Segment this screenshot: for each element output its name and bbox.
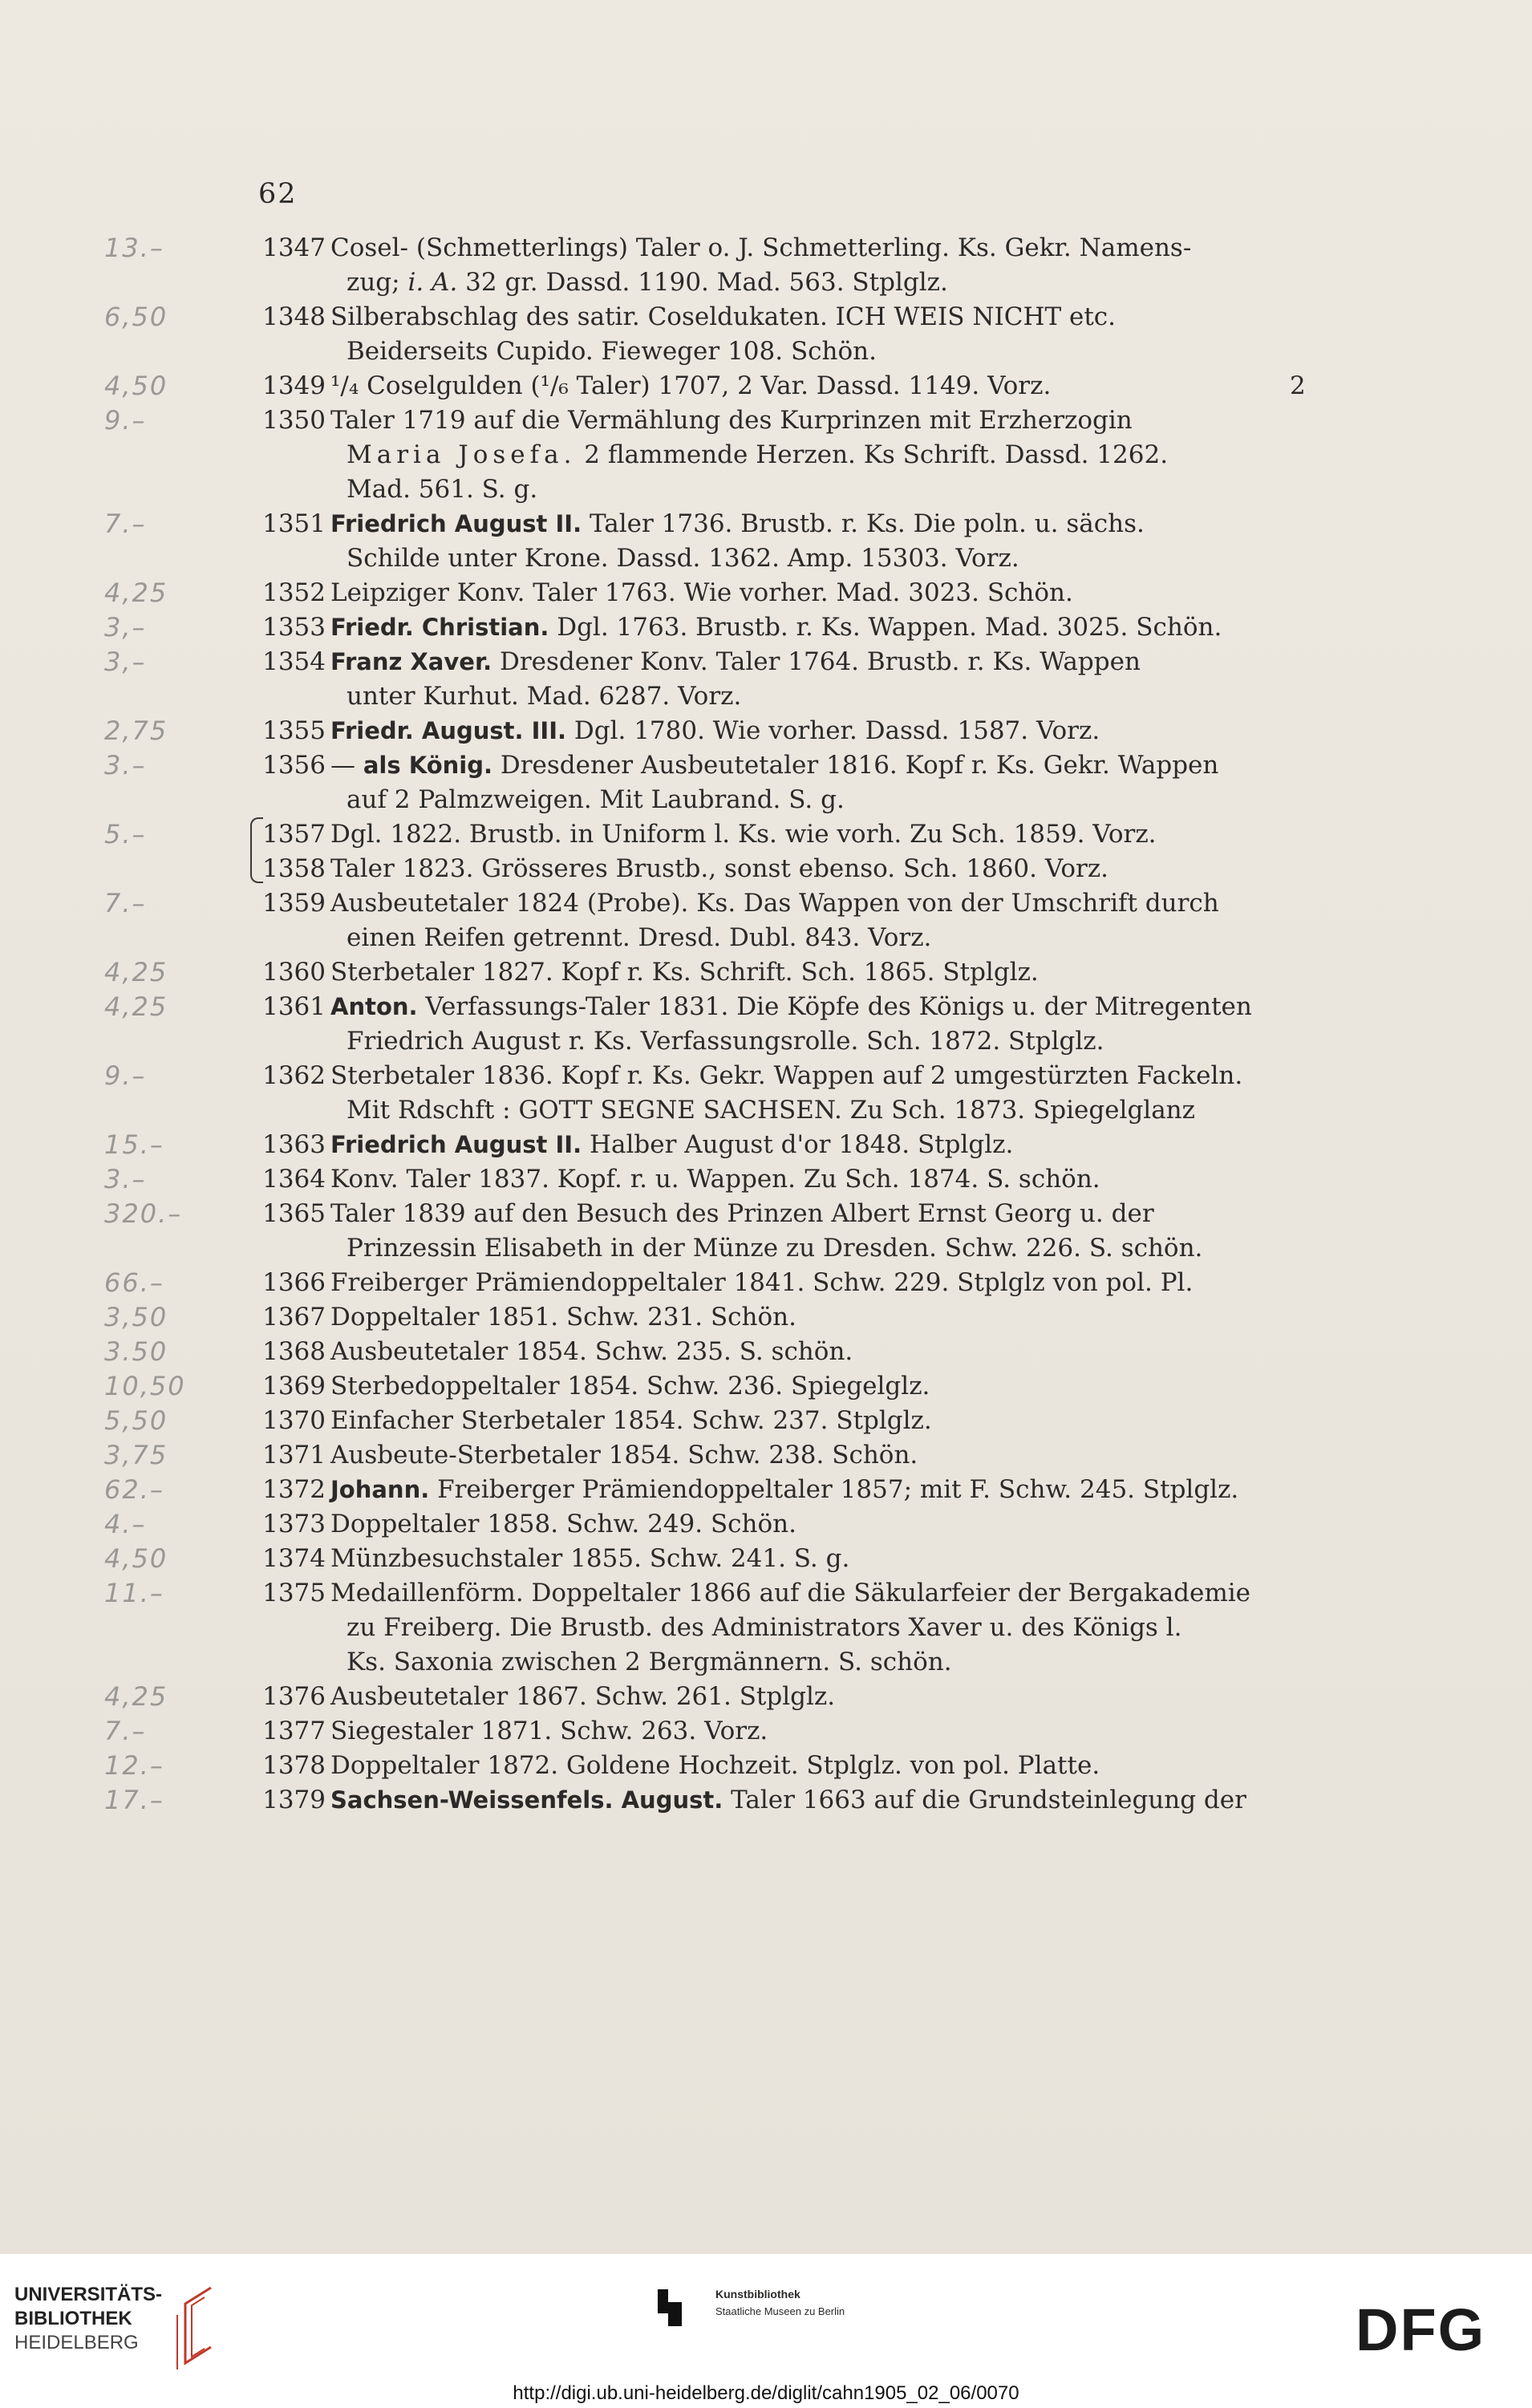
entry-line xyxy=(0,231,1532,266)
catalog-entry xyxy=(0,1438,1532,1473)
text-segment: Dgl. 1780. Wie vorher. Dassd. 1587. Vorz. xyxy=(566,716,1100,745)
catalog-entry xyxy=(0,990,1532,1059)
catalog-entry xyxy=(0,714,1532,748)
permalink-url[interactable]: http://digi.ub.uni-heidelberg.de/diglit/cahn1905_02_06/0070 xyxy=(513,2382,1019,2404)
entry-text xyxy=(330,886,1306,921)
entry-text xyxy=(330,1128,1306,1162)
entry-line xyxy=(0,369,1532,403)
handwritten-price: 7.– xyxy=(104,888,147,918)
bold-ruler-name: als König. xyxy=(363,752,492,779)
catalog-entry xyxy=(0,1059,1532,1128)
text-segment: Münzbesuchstaler 1855. Schw. 241. S. g. xyxy=(330,1544,850,1573)
catalog-entry xyxy=(0,1128,1532,1162)
entry-line xyxy=(0,1369,1532,1404)
catalog-entry xyxy=(0,1507,1532,1542)
catalog-entry xyxy=(0,403,1532,507)
lot-number: 1349 xyxy=(262,371,326,400)
kunstbibliothek-title: Kunstbibliothek xyxy=(715,2288,800,2301)
entry-text xyxy=(330,1783,1306,1818)
handwritten-price: 4,25 xyxy=(104,957,168,987)
lot-number: 1374 xyxy=(262,1544,326,1573)
catalog-entry xyxy=(0,645,1532,714)
text-segment: 32 gr. Dassd. 1190. Mad. 563. Stplglz. xyxy=(457,268,948,297)
entry-line xyxy=(0,1507,1532,1542)
entry-text xyxy=(330,1542,1306,1576)
catalog-list xyxy=(0,231,1532,1818)
entry-line xyxy=(0,1611,1532,1645)
entry-line xyxy=(0,541,1532,576)
lot-number: 1353 xyxy=(262,613,326,642)
catalog-entry xyxy=(0,1300,1532,1335)
entry-line xyxy=(0,1128,1532,1162)
bold-ruler-name: Sachsen-Weissenfels. August. xyxy=(330,1786,723,1814)
lot-number: 1366 xyxy=(262,1268,326,1297)
text-segment: Ausbeute-Sterbetaler 1854. Schw. 238. Schön. xyxy=(330,1441,918,1470)
catalog-entry xyxy=(0,576,1532,610)
catalog-entry xyxy=(0,1404,1532,1438)
catalog-entry xyxy=(0,507,1532,576)
handwritten-price: 9.– xyxy=(104,405,147,436)
entry-text xyxy=(347,438,1306,472)
catalog-entry xyxy=(0,955,1532,990)
lot-number: 1362 xyxy=(262,1061,326,1090)
entry-text xyxy=(330,852,1306,886)
lot-number: 1357 xyxy=(262,820,326,849)
entry-text xyxy=(347,1024,1306,1059)
text-segment: Leipziger Konv. Taler 1763. Wie vorher. Mad. 3023. Schön. xyxy=(330,578,1073,607)
text-segment: ¹/₄ Coselgulden (¹/₆ Taler) 1707, 2 Var. Dassd. 1149. Vorz. xyxy=(330,371,1052,400)
bold-ruler-name: Friedrich August II. xyxy=(330,1131,582,1158)
catalog-entry xyxy=(0,1266,1532,1300)
entry-text xyxy=(330,1507,1306,1542)
lot-number: 1360 xyxy=(262,958,326,987)
handwritten-price: 4,25 xyxy=(104,991,168,1022)
entry-text xyxy=(347,472,1306,507)
catalog-entry xyxy=(0,1197,1532,1266)
handwritten-price: 2,75 xyxy=(104,716,168,746)
text-segment: Sterbetaler 1827. Kopf r. Ks. Schrift. Sch. 1865. Stplglz. xyxy=(330,958,1039,987)
entry-line xyxy=(0,1680,1532,1714)
handwritten-price: 6,50 xyxy=(104,302,168,332)
catalog-entry xyxy=(0,610,1532,645)
entry-text xyxy=(330,748,1306,783)
lot-number: 1378 xyxy=(262,1751,326,1780)
text-segment: Doppeltaler 1851. Schw. 231. Schön. xyxy=(330,1303,796,1332)
entry-text xyxy=(330,369,1306,403)
entry-line xyxy=(0,679,1532,714)
text-segment: auf 2 Palmzweigen. Mit Laubrand. S. g. xyxy=(347,785,845,814)
handwritten-price: 62.– xyxy=(104,1474,164,1505)
entry-text xyxy=(330,576,1306,610)
handwritten-price: 3,75 xyxy=(104,1440,168,1470)
lot-number: 1348 xyxy=(262,302,326,331)
text-segment: 2 flammende Herzen. Ks Schrift. Dassd. 1262. xyxy=(576,440,1169,469)
entry-line xyxy=(0,1473,1532,1507)
handwritten-price: 3,– xyxy=(104,612,147,643)
entry-line xyxy=(0,1266,1532,1300)
handwritten-price: 3,50 xyxy=(104,1302,168,1332)
entry-line xyxy=(0,266,1532,300)
lot-number: 1347 xyxy=(262,233,326,262)
entry-line xyxy=(0,403,1532,438)
text-segment: Einfacher Sterbetaler 1854. Schw. 237. Stplglz. xyxy=(330,1406,932,1435)
handwritten-price: 4.– xyxy=(104,1509,147,1539)
text-segment: Cosel- (Schmetterlings) Taler o. J. Schmetterling. Ks. Gekr. Namens- xyxy=(330,233,1192,262)
entry-line xyxy=(0,886,1532,921)
entry-text xyxy=(330,1059,1306,1093)
handwritten-price: 9.– xyxy=(104,1060,147,1091)
text-segment: Halber August d'or 1848. Stplglz. xyxy=(582,1130,1014,1159)
handwritten-price: 3.– xyxy=(104,1164,147,1194)
bold-ruler-name: Friedr. August. III. xyxy=(330,717,567,744)
entry-line xyxy=(0,300,1532,334)
handwritten-price: 3.– xyxy=(104,750,147,780)
text-segment: Ausbeutetaler 1867. Schw. 261. Stplglz. xyxy=(330,1682,836,1711)
handwritten-price: 5.– xyxy=(104,819,147,849)
entry-text xyxy=(330,1162,1306,1197)
handwritten-price: 320.– xyxy=(104,1198,183,1229)
dfg-logo: DFG xyxy=(1356,2297,1486,2363)
kunstbibliothek-mark-icon xyxy=(658,2289,682,2326)
italic-text: i. A. xyxy=(407,268,458,297)
entry-text xyxy=(330,1576,1306,1611)
text-segment: Beiderseits Cupido. Fieweger 108. Schön. xyxy=(347,337,877,366)
entry-line xyxy=(0,1093,1532,1128)
entry-line xyxy=(0,748,1532,783)
handwritten-price: 4,50 xyxy=(104,371,168,401)
text-segment: Friedrich August r. Ks. Verfassungsrolle. Sch. 1872. Stplglz. xyxy=(347,1027,1104,1056)
handwritten-price: 4,25 xyxy=(104,1681,168,1712)
lot-number: 1375 xyxy=(262,1579,326,1607)
entry-line xyxy=(0,576,1532,610)
bold-ruler-name: Friedrich August II. xyxy=(330,510,582,537)
lot-number: 1377 xyxy=(262,1717,326,1745)
lot-number: 1358 xyxy=(262,854,326,883)
catalog-entry xyxy=(0,886,1532,955)
text-segment: Dgl. 1763. Brustb. r. Ks. Wappen. Mad. 3025. Schön. xyxy=(549,613,1222,642)
entry-text xyxy=(330,403,1306,438)
catalog-entry xyxy=(0,369,1532,403)
entry-text xyxy=(330,714,1306,748)
catalog-entry xyxy=(0,748,1532,817)
catalog-entry xyxy=(0,1473,1532,1507)
text-segment: Dresdener Ausbeutetaler 1816. Kopf r. Ks. Gekr. Wappen xyxy=(492,751,1219,780)
entry-line xyxy=(0,1576,1532,1611)
entry-line xyxy=(0,610,1532,645)
entry-text xyxy=(330,507,1306,541)
entry-line xyxy=(0,1231,1532,1266)
handwritten-price: 7.– xyxy=(104,1716,147,1746)
bold-ruler-name: Anton. xyxy=(330,993,418,1020)
entry-line xyxy=(0,990,1532,1024)
lot-number: 1369 xyxy=(262,1372,326,1401)
text-segment: Siegestaler 1871. Schw. 263. Vorz. xyxy=(330,1717,768,1745)
catalog-entry xyxy=(0,300,1532,369)
entry-text xyxy=(330,990,1306,1024)
catalog-entry xyxy=(0,1162,1532,1197)
library-bracket-icon xyxy=(171,2283,216,2373)
handwritten-price: 4,25 xyxy=(104,578,168,608)
handwritten-price: 12.– xyxy=(104,1750,164,1781)
lot-number: 1368 xyxy=(262,1337,326,1366)
bold-ruler-name: Franz Xaver. xyxy=(330,648,492,675)
library-name-line-1: UNIVERSITÄTS- xyxy=(14,2284,163,2305)
text-segment: Medaillenförm. Doppeltaler 1866 auf die Säkularfeier der Bergakademie xyxy=(330,1579,1251,1607)
entry-text xyxy=(330,1680,1306,1714)
lot-number: 1350 xyxy=(262,406,326,435)
lot-number: 1371 xyxy=(262,1441,326,1470)
entry-text xyxy=(347,1231,1306,1266)
lot-number: 1361 xyxy=(262,992,326,1021)
lot-number: 1372 xyxy=(262,1475,326,1504)
lot-number: 1370 xyxy=(262,1406,326,1435)
entry-line xyxy=(0,955,1532,990)
entry-text xyxy=(347,679,1306,714)
text-segment: Prinzessin Elisabeth in der Münze zu Dresden. Schw. 226. S. schön. xyxy=(347,1234,1203,1263)
catalog-entry xyxy=(0,817,1532,852)
entry-text xyxy=(347,334,1306,369)
text-segment: Mad. 561. S. g. xyxy=(347,475,538,504)
catalog-entry xyxy=(0,1369,1532,1404)
entry-text xyxy=(347,1645,1306,1680)
handwritten-price: 3.50 xyxy=(104,1336,168,1367)
text-segment: Sterbetaler 1836. Kopf r. Ks. Gekr. Wappen auf 2 umgestürzten Fackeln. xyxy=(330,1061,1243,1090)
lot-number: 1376 xyxy=(262,1682,326,1711)
entry-text xyxy=(330,1749,1306,1783)
text-segment: Doppeltaler 1872. Goldene Hochzeit. Stplglz. von pol. Platte. xyxy=(330,1751,1100,1780)
entry-text xyxy=(347,1611,1306,1645)
entry-text xyxy=(330,1266,1306,1300)
margin-quantity: 2 xyxy=(1290,371,1306,400)
lot-number: 1359 xyxy=(262,889,326,918)
lot-number: 1364 xyxy=(262,1165,326,1194)
entry-line xyxy=(0,1438,1532,1473)
entry-line xyxy=(0,1542,1532,1576)
lot-number: 1356 xyxy=(262,751,326,780)
lot-number: 1365 xyxy=(262,1199,326,1228)
entry-line xyxy=(0,1162,1532,1197)
entry-line xyxy=(0,1645,1532,1680)
entry-line xyxy=(0,1404,1532,1438)
entry-text xyxy=(347,783,1306,817)
entry-text xyxy=(330,1369,1306,1404)
entry-line xyxy=(0,921,1532,955)
entry-text xyxy=(330,1473,1306,1507)
text-segment: einen Reifen getrennt. Dresd. Dubl. 843. Vorz. xyxy=(347,923,932,952)
text-segment: Konv. Taler 1837. Kopf. r. u. Wappen. Zu Sch. 1874. S. schön. xyxy=(330,1165,1100,1194)
entry-text xyxy=(347,266,1306,300)
entry-text xyxy=(330,955,1306,990)
text-segment: Freiberger Prämiendoppeltaler 1857; mit F. Schw. 245. Stplglz. xyxy=(429,1475,1239,1504)
entry-line xyxy=(0,1714,1532,1749)
entry-line xyxy=(0,645,1532,679)
bold-ruler-name: Johann. xyxy=(330,1476,430,1503)
entry-text xyxy=(330,1438,1306,1473)
text-segment: zug; xyxy=(347,268,408,297)
entry-text xyxy=(330,610,1306,645)
handwritten-price: 66.– xyxy=(104,1267,164,1298)
text-segment: Freiberger Prämiendoppeltaler 1841. Schw. 229. Stplglz von pol. Pl. xyxy=(330,1268,1194,1297)
entry-text xyxy=(347,921,1306,955)
text-segment: Taler 1823. Grösseres Brustb., sonst ebenso. Sch. 1860. Vorz. xyxy=(330,854,1109,883)
catalog-entry xyxy=(0,1680,1532,1714)
text-segment: Schilde unter Krone. Dassd. 1362. Amp. 15303. Vorz. xyxy=(347,544,1019,573)
handwritten-price: 10,50 xyxy=(104,1371,186,1401)
lot-number: 1354 xyxy=(262,647,326,676)
entry-line xyxy=(0,714,1532,748)
text-segment: Dresdener Konv. Taler 1764. Brustb. r. Ks. Wappen xyxy=(492,647,1141,676)
entry-line xyxy=(0,1197,1532,1231)
entry-line xyxy=(0,1300,1532,1335)
catalog-entry xyxy=(0,231,1532,300)
catalog-entry xyxy=(0,1714,1532,1749)
text-segment: Taler 1719 auf die Vermählung des Kurprinzen mit Erzherzogin xyxy=(330,406,1133,435)
lot-number: 1352 xyxy=(262,578,326,607)
entry-line xyxy=(0,783,1532,817)
text-segment: Mit Rdschft : GOTT SEGNE SACHSEN. Zu Sch. 1873. Spiegelglanz xyxy=(347,1096,1195,1125)
handwritten-price: 3,– xyxy=(104,647,147,677)
text-segment: zu Freiberg. Die Brustb. des Administrators Xaver u. des Königs l. xyxy=(347,1613,1182,1642)
catalog-entry xyxy=(0,1542,1532,1576)
entry-text xyxy=(330,231,1306,266)
lot-number: 1373 xyxy=(262,1510,326,1538)
text-segment: — xyxy=(330,751,363,780)
handwritten-price: 13.– xyxy=(104,233,164,263)
entry-text xyxy=(330,1300,1306,1335)
lot-number: 1363 xyxy=(262,1130,326,1159)
entry-text xyxy=(330,817,1306,852)
lot-number: 1351 xyxy=(262,509,326,538)
handwritten-price: 5,50 xyxy=(104,1405,168,1436)
lot-number: 1379 xyxy=(262,1786,326,1814)
catalog-entry xyxy=(0,1576,1532,1680)
library-name-line-3: HEIDELBERG xyxy=(14,2332,139,2353)
entry-line xyxy=(0,1335,1532,1369)
bold-ruler-name: Friedr. Christian. xyxy=(330,614,549,641)
entry-line xyxy=(0,1024,1532,1059)
entry-text xyxy=(330,1335,1306,1369)
catalog-entry xyxy=(0,1749,1532,1783)
entry-text xyxy=(347,541,1306,576)
text-segment: Taler 1736. Brustb. r. Ks. Die poln. u. sächs. xyxy=(582,509,1145,538)
text-segment: Taler 1663 auf die Grundsteinlegung der xyxy=(723,1786,1246,1814)
text-segment: unter Kurhut. Mad. 6287. Vorz. xyxy=(347,682,742,711)
catalog-entry xyxy=(0,1783,1532,1818)
handwritten-price: 17.– xyxy=(104,1785,164,1815)
entry-text xyxy=(330,1714,1306,1749)
entry-line xyxy=(0,1749,1532,1783)
text-segment: Sterbedoppeltaler 1854. Schw. 236. Spiegelglz. xyxy=(330,1372,930,1401)
footer xyxy=(0,2254,1532,2408)
entry-text xyxy=(330,1197,1306,1231)
library-name-line-2: BIBLIOTHEK xyxy=(14,2308,132,2329)
handwritten-price: 11.– xyxy=(104,1578,164,1608)
entry-line xyxy=(0,507,1532,541)
text-segment: Verfassungs-Taler 1831. Die Köpfe des Königs u. der Mitregenten xyxy=(417,992,1252,1021)
text-segment: Taler 1839 auf den Besuch des Prinzen Albert Ernst Georg u. der xyxy=(330,1199,1154,1228)
entry-line xyxy=(0,1783,1532,1818)
page-number: 62 xyxy=(258,178,298,210)
entry-line xyxy=(0,438,1532,472)
entry-text xyxy=(330,300,1306,334)
entry-line xyxy=(0,817,1532,852)
text-segment: Doppeltaler 1858. Schw. 249. Schön. xyxy=(330,1510,796,1538)
text-segment: Silberabschlag des satir. Coseldukaten. ICH WEIS NICHT etc. xyxy=(330,302,1117,331)
entry-line xyxy=(0,852,1532,886)
university-library-logo xyxy=(14,2283,239,2379)
text-segment: Maria Josefa. xyxy=(347,440,577,469)
entry-text xyxy=(347,1093,1306,1128)
lot-number: 1355 xyxy=(262,716,326,745)
text-segment: Ausbeutetaler 1854. Schw. 235. S. schön. xyxy=(330,1337,853,1366)
catalog-entry xyxy=(0,852,1532,886)
entry-line xyxy=(0,472,1532,507)
entry-text xyxy=(330,1404,1306,1438)
catalog-entry xyxy=(0,1335,1532,1369)
text-segment: Ks. Saxonia zwischen 2 Bergmännern. S. schön. xyxy=(347,1648,952,1676)
handwritten-price: 7.– xyxy=(104,509,147,539)
text-segment: Ausbeutetaler 1824 (Probe). Ks. Das Wappen von der Umschrift durch xyxy=(330,889,1219,918)
entry-line xyxy=(0,1059,1532,1093)
lot-number: 1367 xyxy=(262,1303,326,1332)
handwritten-price: 15.– xyxy=(104,1129,164,1160)
entry-text xyxy=(330,645,1306,679)
handwritten-price: 4,50 xyxy=(104,1543,168,1574)
text-segment: Dgl. 1822. Brustb. in Uniform l. Ks. wie vorh. Zu Sch. 1859. Vorz. xyxy=(330,820,1157,849)
kunstbibliothek-subtitle: Staatliche Museen zu Berlin xyxy=(715,2305,845,2317)
entry-line xyxy=(0,334,1532,369)
